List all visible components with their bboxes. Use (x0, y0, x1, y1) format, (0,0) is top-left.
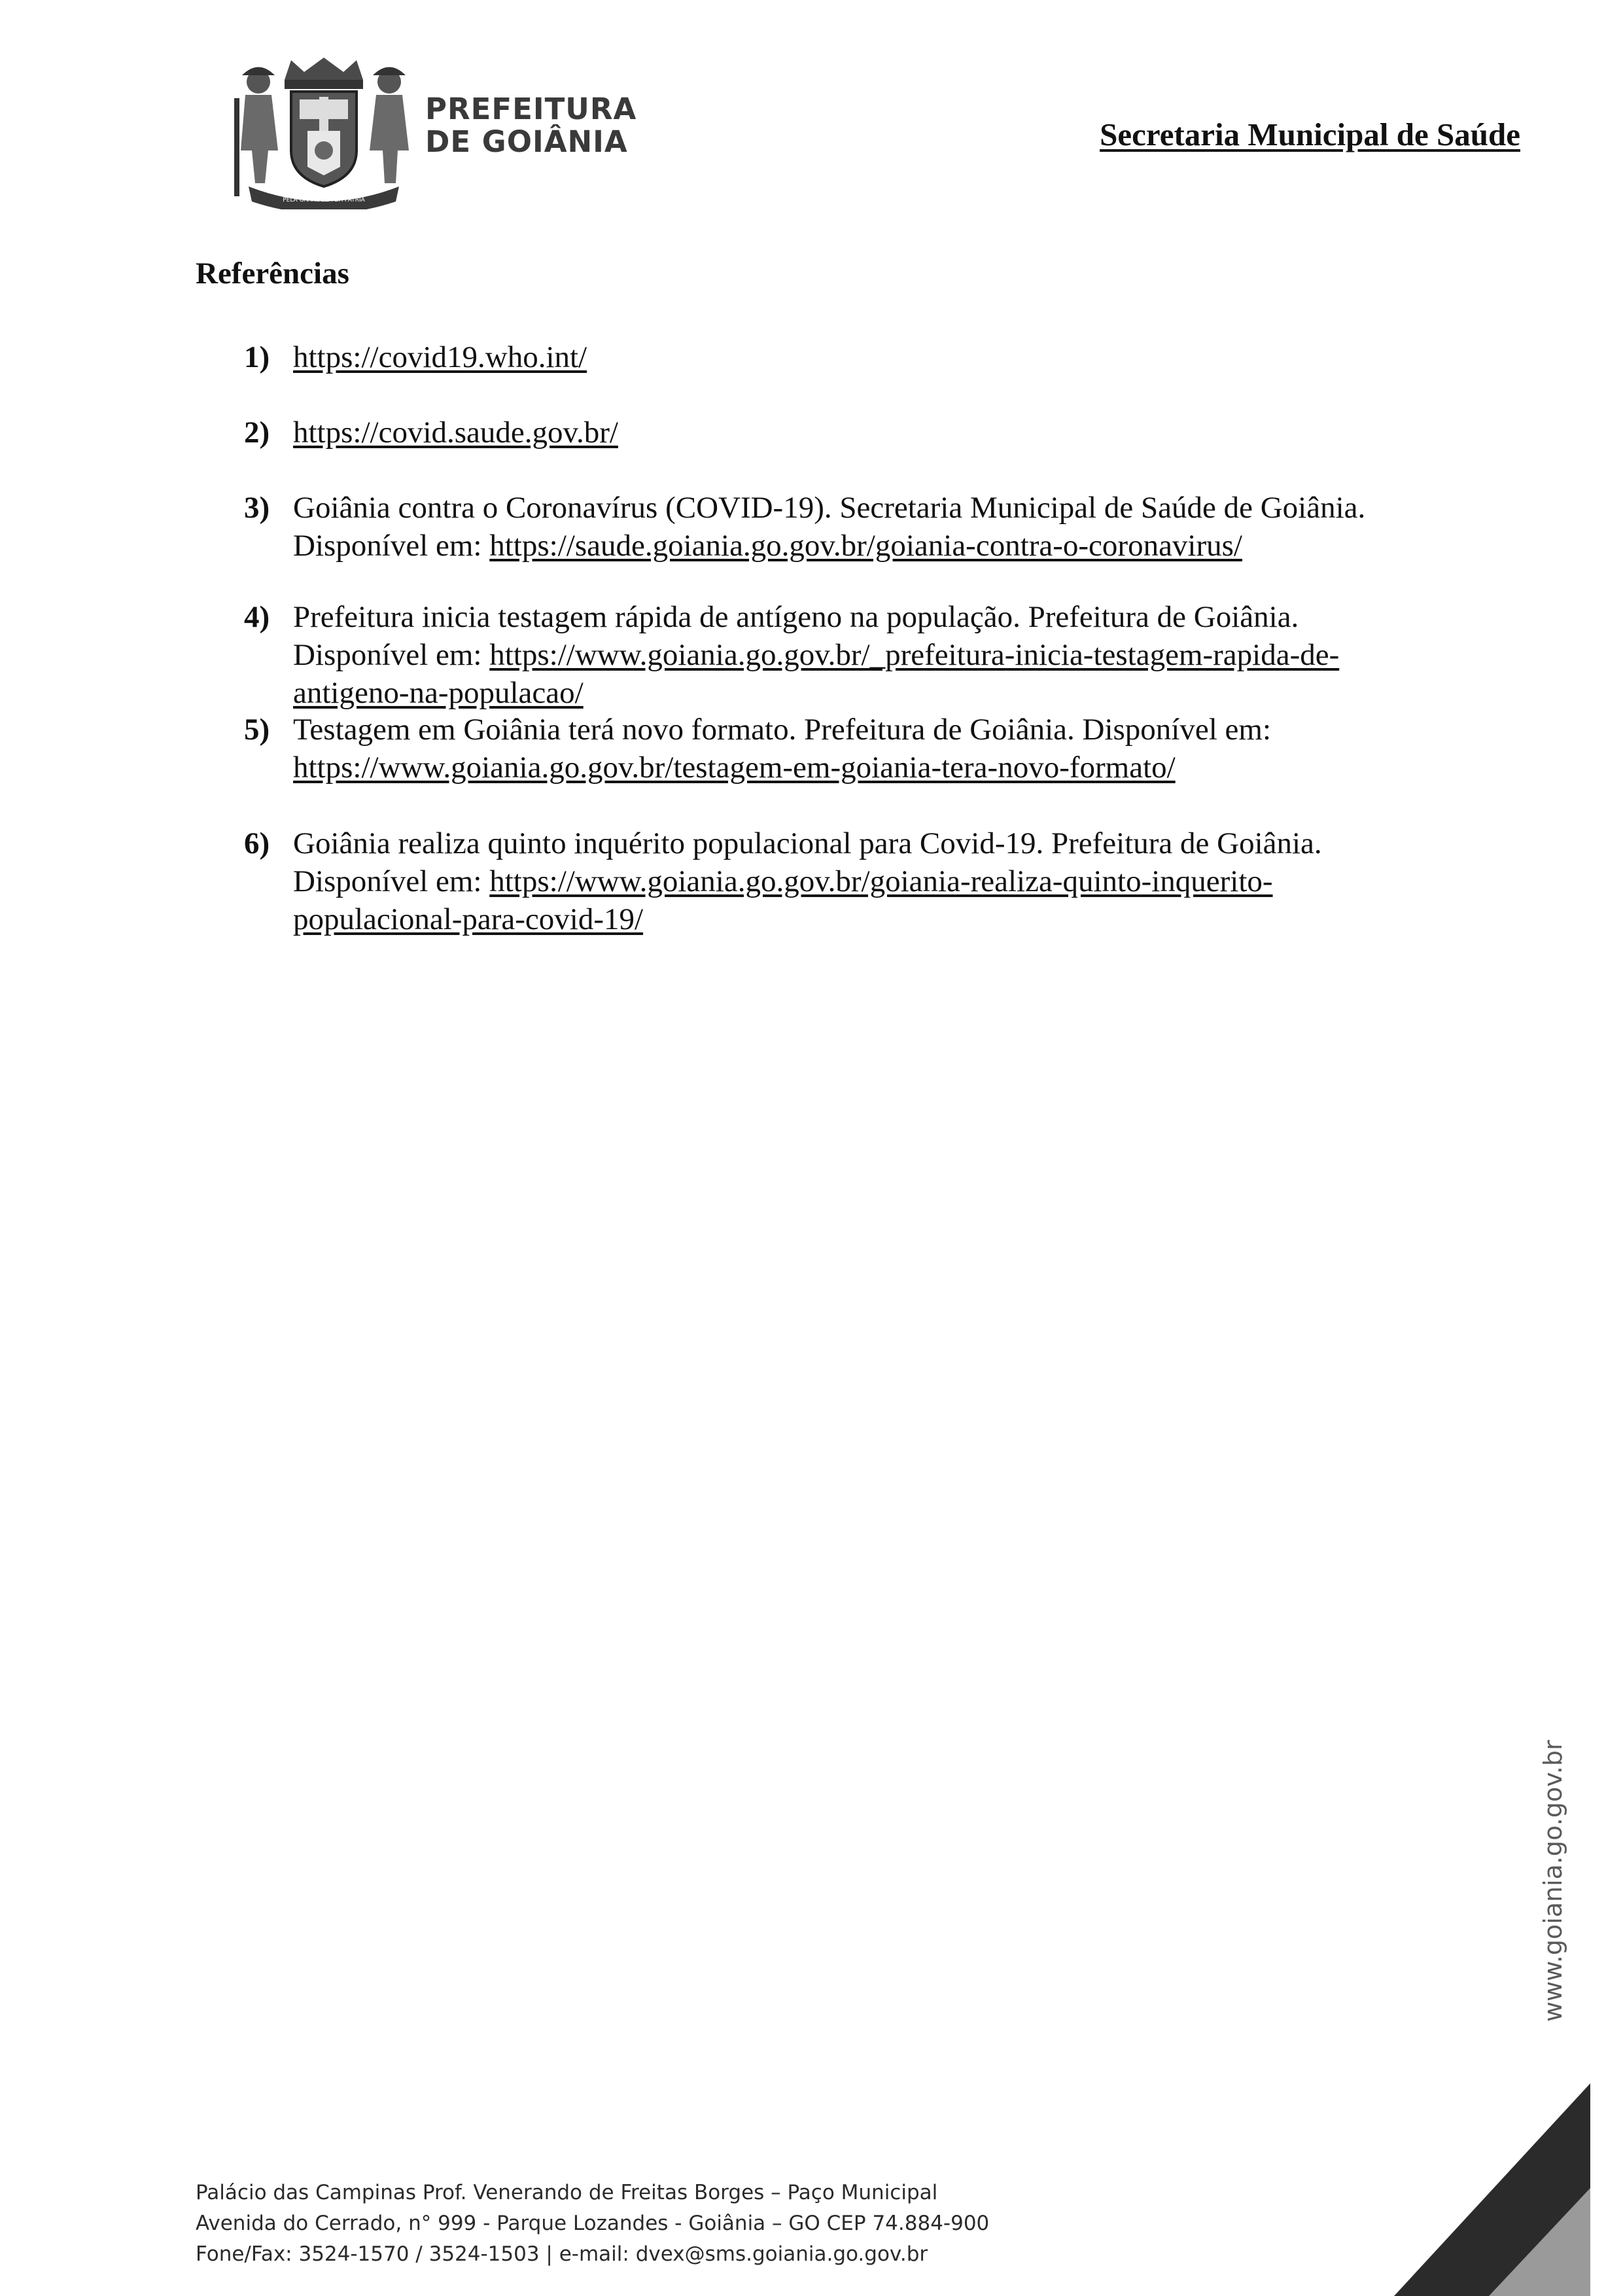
reference-item (244, 489, 1487, 565)
reference-link[interactable]: https://covid19.who.int/ (293, 340, 587, 374)
reference-link[interactable]: https://www.goiania.go.gov.br/_prefeitura-inicia-testagem-rapida-de- (489, 638, 1340, 672)
reference-available-label: Disponível em: (293, 638, 490, 672)
reference-link-continued[interactable]: antigeno-na-populacao/ (293, 676, 584, 710)
footer-line-3: Fone/Fax: 3524-1570 / 3524-1503 | e-mail: dvex@sms.goiania.go.gov.br (196, 2242, 928, 2266)
reference-number: 5) (244, 713, 270, 747)
reference-item (244, 711, 1487, 786)
reference-text: Goiânia contra o Coronavírus (COVID-19). Secretaria Municipal de Saúde de Goiânia. (293, 491, 1366, 525)
reference-item (244, 598, 1487, 712)
reference-available-label: Disponível em: (293, 529, 490, 563)
reference-link[interactable]: https://www.goiania.go.gov.br/goiania-realiza-quinto-inquerito- (489, 864, 1273, 898)
reference-link[interactable]: https://saude.goiania.go.gov.br/goiania-contra-o-coronavirus/ (489, 529, 1242, 563)
reference-text: Testagem em Goiânia terá novo formato. Prefeitura de Goiânia. Disponível em: (293, 713, 1272, 747)
footer-line-2: Avenida do Cerrado, n° 999 - Parque Lozandes - Goiânia – GO CEP 74.884-900 (196, 2212, 990, 2235)
prefeitura-logo (229, 52, 635, 209)
reference-link[interactable]: https://covid.saude.gov.br/ (293, 415, 618, 450)
reference-link-continued[interactable]: populacional-para-covid-19/ (293, 902, 644, 936)
reference-number: 4) (244, 600, 270, 634)
reference-available-label: Disponível em: (293, 864, 490, 898)
reference-number: 2) (244, 415, 270, 450)
department-title: Secretaria Municipal de Saúde (1100, 116, 1520, 152)
logo-line-1: PREFEITURA (425, 92, 637, 126)
coat-of-arms-icon (229, 52, 419, 209)
reference-text: Prefeitura inicia testagem rápida de antígeno na população. Prefeitura de Goiânia. (293, 600, 1299, 634)
svg-text:PELA GRANDEZA DA PÁTRIA: PELA GRANDEZA DA PÁTRIA (283, 197, 365, 203)
reference-item (244, 414, 1487, 451)
reference-number: 1) (244, 340, 270, 374)
reference-number: 6) (244, 826, 270, 860)
references-heading: Referências (196, 256, 349, 291)
reference-number: 3) (244, 491, 270, 525)
reference-link[interactable]: https://www.goiania.go.gov.br/testagem-em-goiania-tera-novo-formato/ (293, 751, 1176, 785)
side-website-url: www.goiania.go.gov.br (1539, 1740, 1567, 2022)
corner-triangle-decoration (1394, 2083, 1590, 2296)
reference-item (244, 824, 1487, 938)
reference-text: Goiânia realiza quinto inquérito populacional para Covid-19. Prefeitura de Goiânia. (293, 826, 1322, 860)
logo-line-2: DE GOIÂNIA (425, 124, 628, 159)
reference-item (244, 338, 1487, 376)
logo-wordmark (425, 93, 637, 158)
footer-address (196, 2178, 989, 2270)
footer-line-1: Palácio das Campinas Prof. Venerando de Freitas Borges – Paço Municipal (196, 2181, 938, 2204)
